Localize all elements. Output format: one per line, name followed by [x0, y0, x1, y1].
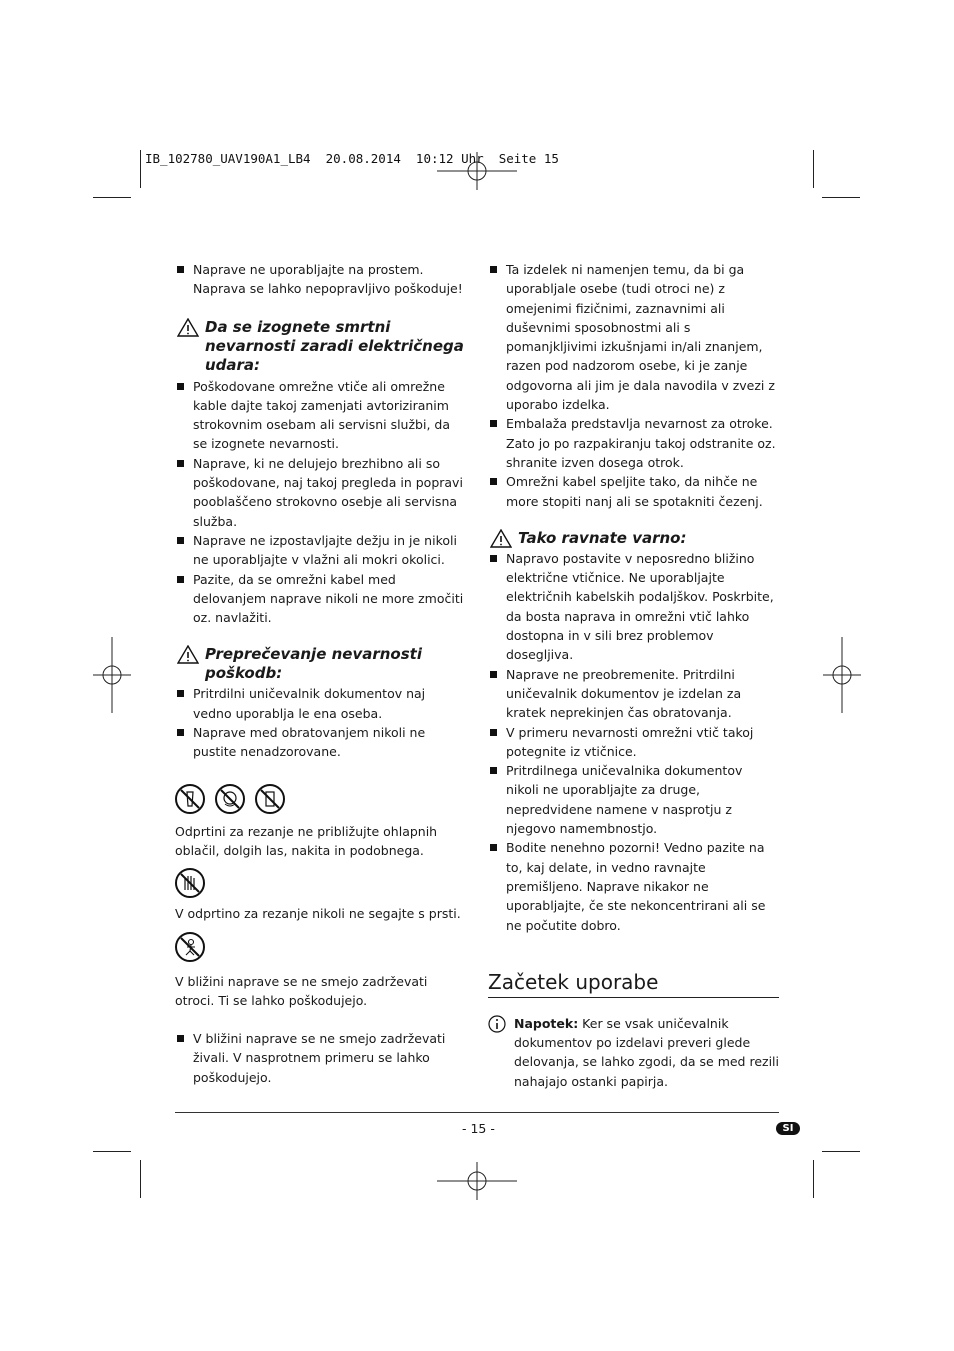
registration-mark-bottom	[437, 1162, 517, 1200]
bullet-square-icon	[177, 690, 184, 697]
note-text: Ker se vsak uničevalnik dokumentov po izdelavi preveri glede delovanja, se lahko zgodi, da se med rezili nahajajo ostanki papirja.	[514, 1015, 780, 1089]
prohibition-symbols	[175, 784, 467, 818]
print-slug: IB_102780_UAV190A1_LB4 20.08.2014 10:12 Uhr Seite 15	[145, 151, 559, 166]
bullet-square-icon	[177, 460, 184, 467]
bullet-square-icon	[490, 844, 497, 851]
registration-mark-left	[93, 637, 131, 713]
list-item: Napravo postavite v neposredno bližino električne vtičnice. Ne uporabljajte električnih kabelskih podaljškov. Poskrbite, da bosta naprava in omrežni vtič lahko dostopna in v sili brez problemov dosegljiva.	[488, 549, 779, 665]
section-title: Začetek uporabe	[488, 969, 779, 998]
prohibition-symbols	[175, 868, 467, 902]
note	[488, 1014, 779, 1091]
bullet-square-icon	[177, 537, 184, 544]
section-heading: Tako ravnate varno:	[488, 529, 779, 548]
registration-mark-top	[437, 152, 517, 190]
page-number: - 15 -	[462, 1121, 495, 1136]
language-badge: SI	[776, 1122, 800, 1135]
crop-mark	[140, 1160, 141, 1198]
crop-mark	[140, 150, 141, 188]
crop-mark	[813, 150, 814, 188]
bullet-square-icon	[490, 767, 497, 774]
list-item: Bodite nenehno pozorni! Vedno pazite na to, kaj delate, in vedno ravnajte premišljeno. Naprave nikakor ne uporabljajte, če ste nekoncentrirani ali se ne počutite dobro.	[488, 838, 779, 934]
list-item: Naprave, ki ne delujejo brezhibno ali so poškodovane, naj takoj pregleda in popravi pooblaščeno strokovno osebje ali servisna služba.	[175, 454, 467, 531]
list-item: Naprave med obratovanjem nikoli ne pustite nenadzorovane.	[175, 723, 467, 762]
left-column	[175, 260, 467, 1087]
symbol-caption: Odprtini za rezanje ne približujte ohlapnih oblačil, dolgih las, nakita in podobnega.	[175, 823, 438, 858]
list-item: Ta izdelek ni namenjen temu, da bi ga uporabljale osebe (tudi otroci ne) z omejenimi fizičnimi, zaznavnimi ali duševnimi sposobnostmi ali s pomanjkljivimi izkušnjami in/ali znanjem, razen pod nadzorom osebe, ki je zanje odgovorna ali jim je dala navodila v zvezi z uporabo izdelka.	[488, 260, 779, 414]
bullet-square-icon	[490, 729, 497, 736]
crop-mark	[813, 1160, 814, 1198]
list-item: Naprave ne uporabljajte na prostem. Naprava se lahko nepopravljivo poškoduje!	[175, 260, 467, 299]
bullet-square-icon	[177, 383, 184, 390]
crop-mark	[822, 1151, 860, 1152]
bullet-square-icon	[177, 1035, 184, 1042]
bullet-square-icon	[177, 266, 184, 273]
symbol-caption: V bližini naprave se ne smejo zadrževati otroci. Ti se lahko poškodujejo.	[175, 973, 428, 1008]
list-item: Pritrdilni uničevalnik dokumentov naj vedno uporablja le ena oseba.	[175, 684, 467, 723]
right-column	[488, 260, 779, 1091]
prohibition-symbols	[175, 932, 467, 966]
list-item: Poškodovane omrežne vtiče ali omrežne kable dajte takoj zamenjati avtoriziranim strokovnim osebam ali servisni službi, da se izognete nevarnosti.	[175, 377, 467, 454]
no-fingers-icon	[175, 868, 205, 898]
bullet-square-icon	[177, 576, 184, 583]
warning-triangle-icon	[177, 318, 199, 337]
no-children-icon	[175, 932, 205, 962]
bullet-square-icon	[177, 729, 184, 736]
list-item: V primeru nevarnosti omrežni vtič takoj potegnite iz vtičnice.	[488, 723, 779, 762]
list	[488, 260, 779, 511]
list-item: V bližini naprave se ne smejo zadrževati živali. V nasprotnem primeru se lahko poškodujejo.	[175, 1029, 467, 1087]
list-item: Pazite, da se omrežni kabel med delovanjem naprave nikoli ne more zmočiti oz. navlažiti.	[175, 570, 467, 628]
info-icon	[488, 1015, 506, 1033]
warning-triangle-icon	[490, 529, 512, 548]
registration-mark-right	[823, 637, 861, 713]
list	[175, 377, 467, 628]
note-label: Napotek:	[514, 1015, 579, 1031]
list-item: Naprave ne izpostavljajte dežju in je nikoli ne uporabljajte v vlažni ali mokri okolici.	[175, 531, 467, 570]
section-heading: Da se izognete smrtni nevarnosti zaradi električnega udara:	[175, 318, 467, 375]
warning-triangle-icon	[177, 645, 199, 664]
list	[175, 684, 467, 761]
no-long-hair-icon	[215, 784, 245, 814]
no-jewelry-icon	[255, 784, 285, 814]
list-item: Embalaža predstavlja nevarnost za otroke. Zato jo po razpakiranju takoj odstranite oz. shranite izven dosega otrok.	[488, 414, 779, 472]
bullet-square-icon	[490, 671, 497, 678]
crop-mark	[93, 1151, 131, 1152]
bullet-square-icon	[490, 478, 497, 485]
list-item: Naprave ne preobremenite. Pritrdilni uničevalnik dokumentov je izdelan za kratek neprekinjen čas obratovanja.	[488, 665, 779, 723]
section-heading: Preprečevanje nevarnosti poškodb:	[175, 645, 467, 683]
crop-mark	[93, 197, 131, 198]
bullet-square-icon	[490, 266, 497, 273]
symbol-caption: V odprtino za rezanje nikoli ne segajte s prsti.	[175, 906, 461, 922]
crop-mark	[822, 197, 860, 198]
list	[488, 549, 779, 935]
list-item: Omrežni kabel speljite tako, da nihče ne more stopiti nanj ali se spotakniti čezenj.	[488, 472, 779, 511]
footer-rule	[175, 1112, 779, 1113]
list-item: Pritrdilnega uničevalnika dokumentov nikoli ne uporabljajte za druge, nepredvidene namene v nasprotju z njegovo namembnostjo.	[488, 761, 779, 838]
bullet-square-icon	[490, 555, 497, 562]
no-loose-clothing-icon	[175, 784, 205, 814]
bullet-square-icon	[490, 420, 497, 427]
